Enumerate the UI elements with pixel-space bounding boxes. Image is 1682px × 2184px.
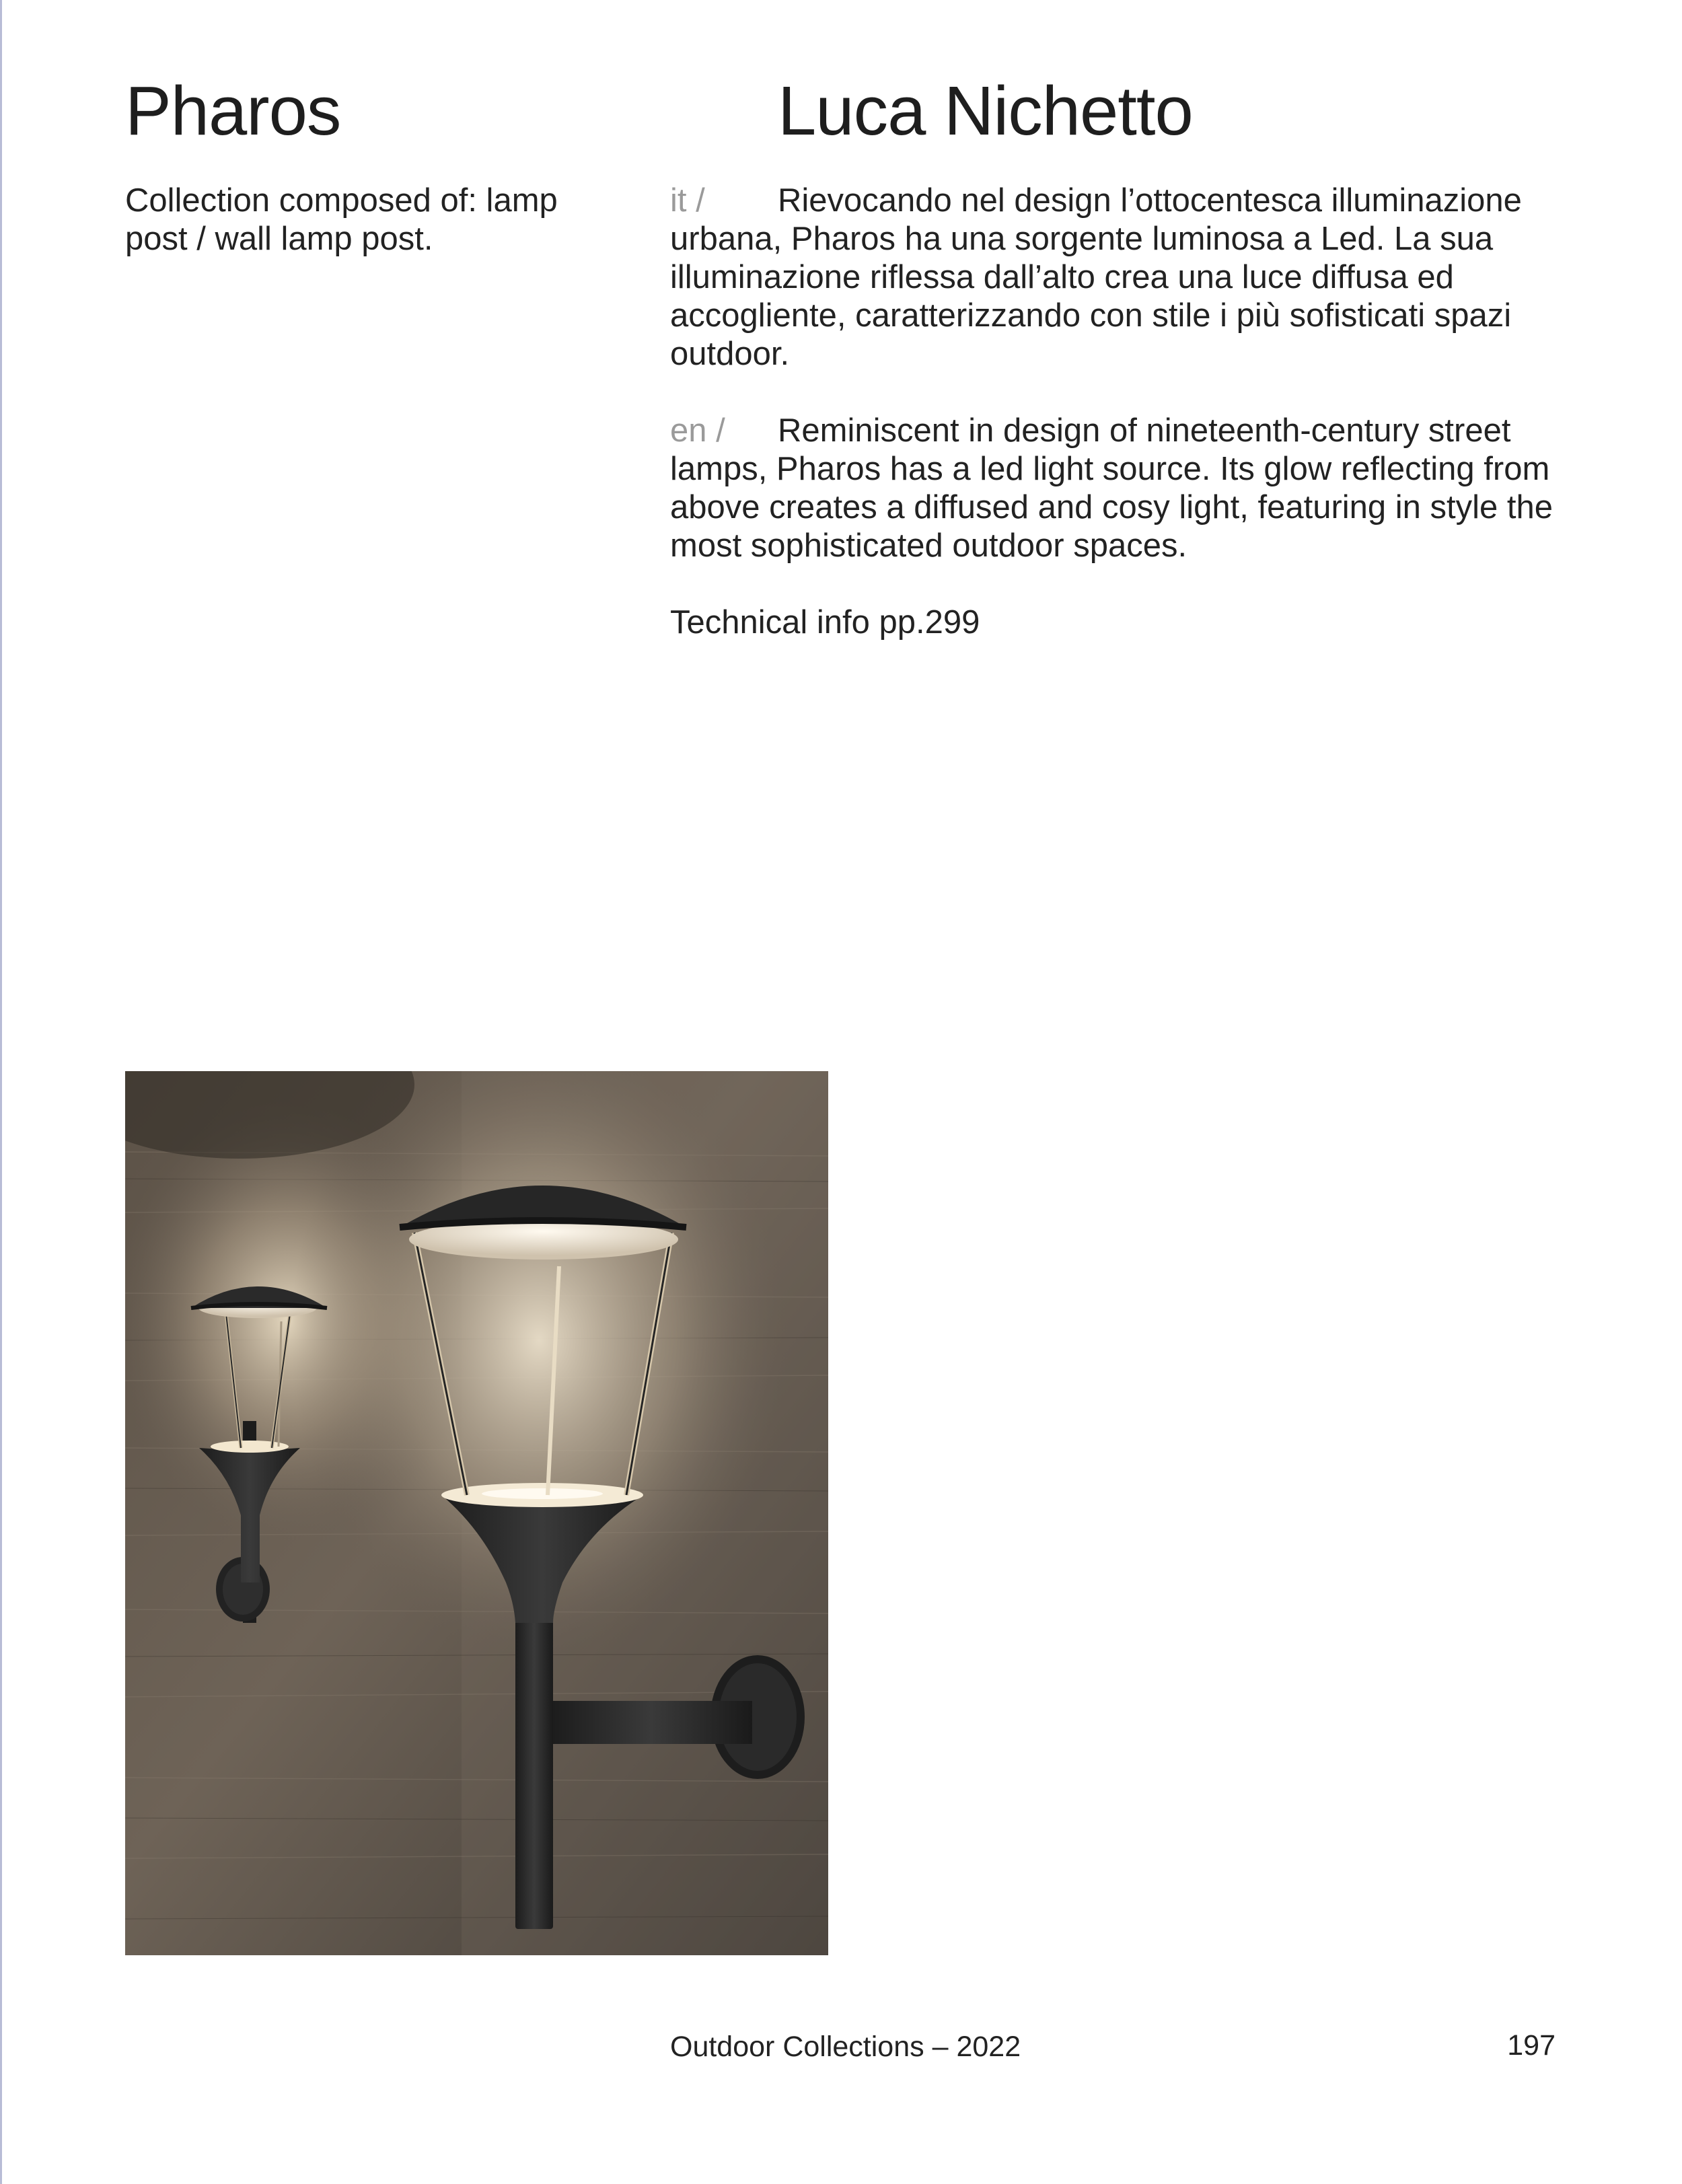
language-tag-en: en / — [670, 412, 725, 449]
description-italian — [670, 182, 1585, 373]
product-title: Pharos — [125, 72, 341, 149]
technical-info-reference: Technical info pp.299 — [670, 604, 980, 641]
page-number: 197 — [1507, 2029, 1556, 2062]
language-tag-it: it / — [670, 182, 705, 219]
page-edge-line — [0, 0, 2, 2184]
description-italian-text: Rievocando nel design l’ottocentesca illuminazione urbana, Pharos ha una sorgente luminosa a Led. La sua illuminazione riflessa dall’alto crea una luce diffusa ed accogliente, caratterizzando con stile i più sofisticati spazi outdoor. — [670, 182, 1522, 372]
designer-name: Luca Nichetto — [778, 72, 1193, 149]
footer-catalog-title: Outdoor Collections – 2022 — [670, 2031, 1021, 2063]
collection-intro: Collection composed of: lamp post / wall lamp post. — [125, 182, 558, 257]
description-english-text: Reminiscent in design of nineteenth-century street lamps, Pharos has a led light source. Its glow reflecting from above creates a diffused and cosy light, featuring in style the most sophisticated outdoor spaces. — [670, 412, 1553, 564]
description-column — [670, 182, 1585, 680]
product-photo — [125, 1071, 828, 1955]
description-english — [670, 412, 1585, 565]
